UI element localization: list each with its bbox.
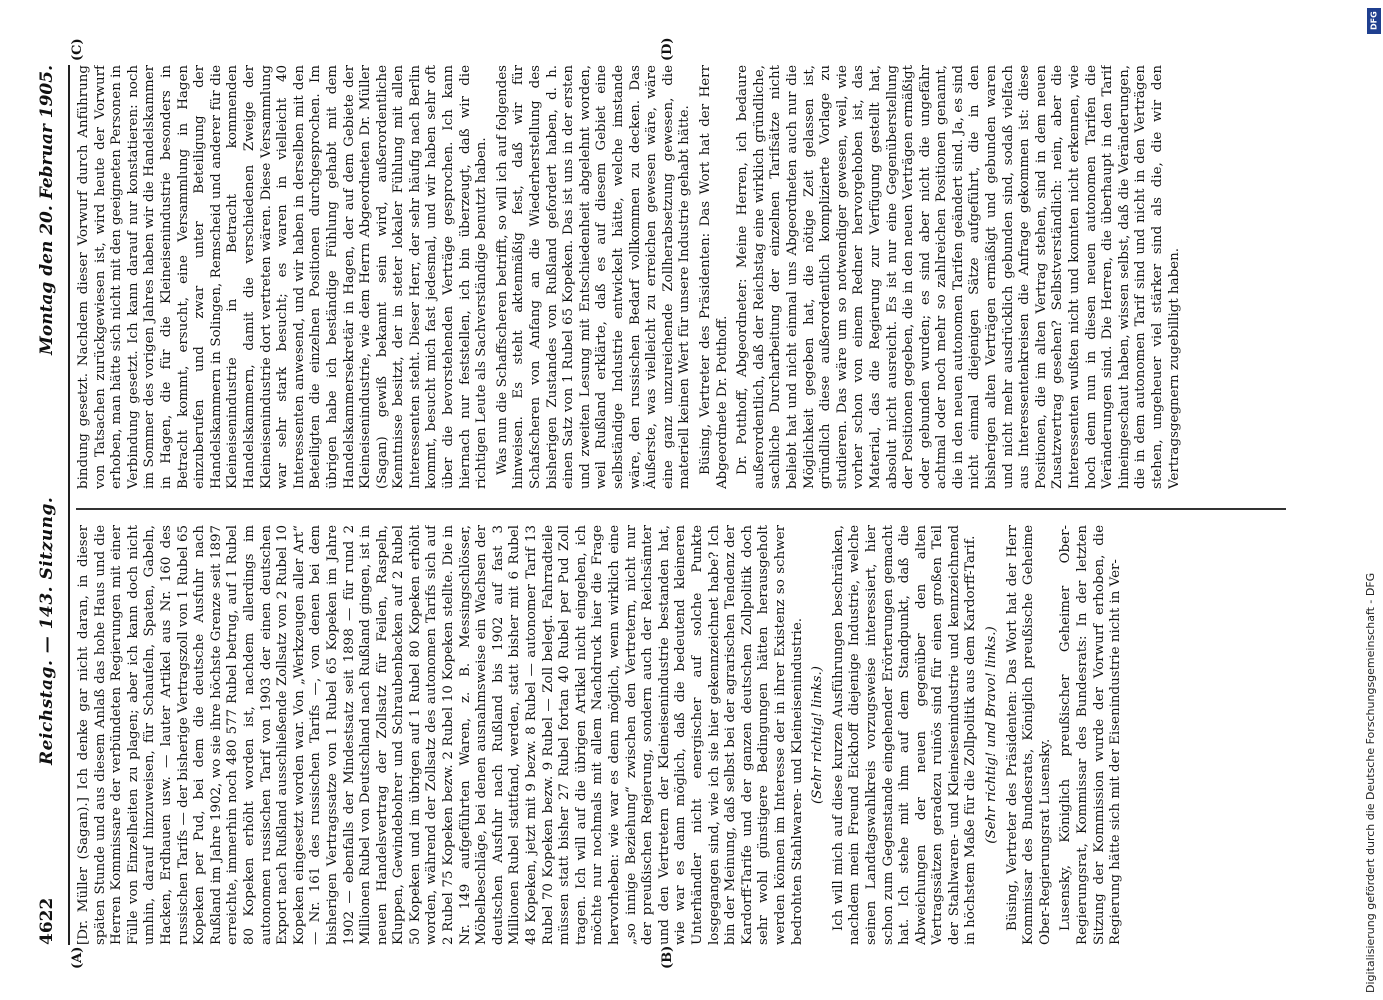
margin-marker-d: (D)	[660, 37, 675, 61]
paragraph-president-announcement: Büsing, Vertreter des Präsidenten: Das Wort hat der Herr Kommissar des Bundesrats, Königlich preußische Geheime Ober-Regierungsrat Lusensky.	[1004, 525, 1053, 945]
digitization-credit: Digitalisierung gefördert durch die Deutsche Forschungsgemeinschaft - DFG	[1364, 572, 1377, 993]
column-divider	[76, 508, 1286, 510]
right-text-column	[76, 65, 1296, 489]
page-number: 4622	[37, 897, 57, 945]
paragraph-president-potthoff: Büsing, Vertreter des Präsidenten: Das Wort hat der Herr Abgeordnete Dr. Potthoff.	[697, 65, 730, 489]
interjection-2: (Sehr richtig! und Bravo! links.)	[984, 626, 1000, 844]
paragraph-mueller-speech: [Dr. Müller (Sagan).] Ich denke gar nicht daran, in dieser späten Stunde und aus diesem Anlaß das hohe Haus und die Herren Kommissare der verbündeten Regierungen mit einer Fülle von Einzelheiten zu plagen; aber ich kann doch nicht umhin, darauf hinzuweisen, für Schaufeln, Spaten, Gabeln, Hacken, Erdhauen usw. — lauter Artikel aus Nr. 160 des russischen Tarifs — der bisherige Vertragszoll von 1 Rubel 65 Kopeken per Pud, bei dem die deutsche Ausfuhr nach Rußland im Jahre 1902, wo sie ihre höchste Grenze seit 1897 erreichte, immerhin noch 480 577 Rubel betrug, auf 1 Rubel 80 Kopeken erhöht worden ist, nachdem allerdings im autonomen russischen Tarif von 1903 der einen deutschen Export nach Rußland ausschließende Zollsatz von 2 Rubel 10 Kopeken eingesetzt worden war. Von „Werkzeugen aller Art“ — Nr. 161 des russischen Tarifs —, von denen bei dem bisherigen Vertragssatze von 1 Rubel 65 Kopeken im Jahre 1902 — ebenfalls der Mindestsatz seit 1898 — für rund 2 Millionen Rubel von Deutschland nach Rußland gingen, ist in neuen Handelsvertrag der Zollsatz für Feilen, Raspeln, Kluppen, Gewindebohrer und Schraubenbacken auf 2 Rubel 50 Kopeken und im übrigen auf 1 Rubel 80 Kopeken erhöht worden, während der Zollsatz des autonomen Tarifs sich auf 2 Rubel 75 Kopeken bezw. 2 Rubel 10 Kopeken stellte. Die in Nr. 149 aufgeführten Waren, z. B. Messingschlösser, Möbelbeschläge, bei denen ausnahmsweise ein Wachsen der deutschen Ausfuhr nach Rußland bis 1902 auf fast 3 Millionen Rubel stattfand, werden, statt bisher mit 6 Rubel 48 Kopeken, jetzt mit 9 bezw. 8 Rubel — autonomer Tarif 13 Rubel 70 Kopeken bezw. 9 Rubel — Zoll belegt. Fahrradteile müssen statt bisher 27 Rubel fortan 40 Rubel per Pud Zoll tragen. Ich will auf die übrigen Artikel nicht eingehen, ich möchte nur nochmals mit allem Nachdruck hier die Frage hervorheben: wie war es denn möglich, wenn wirklich eine „so innige Beziehung“ zwischen den Vertretern, nicht nur der preußischen Regierung, sondern auch der Reichsämter und den Vertretern der Kleineisenindustrie bestanden hat, wie war es dann möglich, daß die bedeutend kleineren Unterhändler nicht energischer auf solche Punkte losgegangen sind, wie ich sie hier gekennzeichnet habe? Ich bin der Meinung, daß selbst bei der agrarischen Tendenz der Kardorff-Tarife und der ganzen deutschen Zollpolitik doch sehr wohl günstigere Bedingungen hätten herausgeholt werden können im Interesse der in ihrer Existenz so schwer bedrohten Stahlwaren- und Kleineisenindustrie.	[76, 525, 805, 945]
paragraph-schafscheren: Was nun die Schaffscheren betrifft, so will ich auf folgendes hinweisen. Es steht aktenmäßig fest, daß wir für Schafscheren von Anfang an die Wiederherstellung des bisherigen Zustandes von Rußland gefordert haben, d. h. einen Satz von 1 Rubel 65 Kopeken. Das ist uns in der ersten und zweiten Lesung mit Entschiedenheit abgelehnt worden, weil Rußland erklärte, daß es auf diesem Gebiet eine selbständige Industrie entwickelt hätte, welche imstande wäre, den russischen Bedarf vollkommen zu decken. Das Äußerste, was vielleicht zu erreichen gewesen wäre, wäre eine ganz unzureichende Zollherabsetzung gewesen, die materiell keinen Wert für unsere Industrie gehabt hätte.	[494, 65, 693, 489]
session-date: Montag den 20. Februar 1905.	[37, 65, 57, 355]
paragraph-mueller-conclusion: Ich will mich auf diese kurzen Ausführungen beschränken, nachdem mein Freund Eickhoff diejenige Industrie, welche seinen Landtagswahlkreis vorzugsweise interessiert, hier schon zum Gegenstande eingehender Erörterungen gemacht hat. Ich stehe mit ihm auf dem Standpunkt, daß die Abweichungen der neuen gegenüber den alten Vertragssätzen geradezu ruinös sind für einen großen Teil der Stahlwaren- und Kleineisenindustrie und kennzeichnend in höchstem Maße für die Zollpolitik aus dem Kardorff-Tarif.	[830, 525, 979, 945]
left-text-column	[76, 525, 1296, 945]
session-title: Reichstag. — 143. Sitzung.	[37, 496, 57, 765]
margin-marker-c: (C)	[70, 38, 85, 61]
margin-marker-b: (B)	[660, 945, 675, 969]
margin-marker-a: (A)	[70, 946, 85, 969]
page-header	[30, 65, 70, 945]
paragraph-lusensky-continued: bindung gesetzt. Nachdem dieser Vorwurf durch Anführung von Tatsachen zurückgewiesen ist, wird heute der Vorwurf erhoben, man hätte sich nicht mit den geeigneten Personen in Verbindung gesetzt. Ich kann darauf nur konstatieren: noch im Sommer des vorigen Jahres haben wir die Handelskammer in Hagen, die für die Kleineisenindustrie besonders in Betracht kommt, ersucht, eine Versammlung in Hagen einzuberufen und zwar unter Beteiligung der Handelskammern in Solingen, Remscheid und anderer für die Kleineisenindustrie in Betracht kommenden Handelskammern, damit die verschiedenen Zweige der Kleineisenindustrie dort vertreten wären. Diese Versammlung war sehr stark besucht; es waren in vielleicht 40 Interessenten anwesend, und wir haben in derselben mit den Beteiligten die einzelnen Positionen durchgesprochen. Im übrigen habe ich beständige Fühlung gehabt mit dem Handelskammersekretär in Hagen, der auf dem Gebiete der Kleineisenindustrie, wie dem Herrn Abgeordneten Dr. Müller (Sagan) gewiß bekannt sein wird, außerordentliche Kenntnisse besitzt, der in steter lokaler Fühlung mit allen Interessenten steht. Dieser Herr, der sehr häufig nach Berlin kommt, besucht mich fast jedesmal, und wir haben sehr oft über die bevorstehenden Verträge gesprochen. Ich kann hiernach nur feststellen, ich bin überzeugt, daß wir die richtigen Leute als Sachverständige benutzt haben.	[76, 65, 490, 489]
interjection-1: (Sehr richtig! links.)	[810, 666, 826, 804]
paragraph-lusensky-speech: Lusensky, Königlich preußischer Geheimer Ober-Regierungsrat, Kommissar des Bundesrats: In der letzten Sitzung der Kommission wurde der Vorwurf erhoben, die Regierung hätte sich mit der Eisenindustrie nicht in Ver-	[1058, 525, 1124, 945]
paragraph-potthoff-speech: Dr. Potthoff, Abgeordneter: Meine Herren, ich bedaure außerordentlich, daß der Reichstag eine wirklich gründliche, sachliche Durcharbeitung der einzelnen Tarifsätze nicht beliebt hat und nicht einmal uns Abgeordneten auch nur die Möglichkeit gegeben hat, die nötige Zeit gelassen ist, gründlich diese außerordentlich komplizierte Vorlage zu studieren. Das wäre um so notwendiger gewesen, weil, wie vorher schon von einem Redner hervorgehoben ist, das Material, das die Regierung zur Verfügung gestellt hat, absolut nicht ausreicht. Es ist nur eine Gegenüberstellung der Positionen gegeben, die in den neuen Verträgen ermäßigt oder gebunden wurden; es sind aber nicht die ungefähr achtmal oder noch mehr so zahlreichen Positionen genannt, die in den neuen autonomen Tarifen geändert sind. Ja, es sind nicht einmal diejenigen Sätze aufgeführt, die in den bisherigen alten Verträgen ermäßigt und gebunden waren und nicht mehr ausdrücklich gebunden sind, sodaß vielfach aus Interessentenkreisen die Anfrage gekommen ist: diese Positionen, die im alten Vertrag stehen, sind in dem neuen Zusatzvertrag gesehen? Selbstverständlich: nein, aber die Interessenten wußten nicht und konnten nicht erkennen, wie hoch denn nun in diesen neuen autonomen Tarifen die Veränderungen sind. Die Herren, die überhaupt in den Tarif hineingeschaut haben, wissen selbst, daß die Veränderungen, die in dem autonomen Tarif sind und nicht in den Verträgen stehen, ungeheuer viel stärker sind als die, die wir den Vertragsgegnern zugebilligt haben.	[735, 65, 1182, 489]
dfg-logo: DFG	[1367, 8, 1381, 34]
rotated-page-content	[20, 35, 1320, 975]
